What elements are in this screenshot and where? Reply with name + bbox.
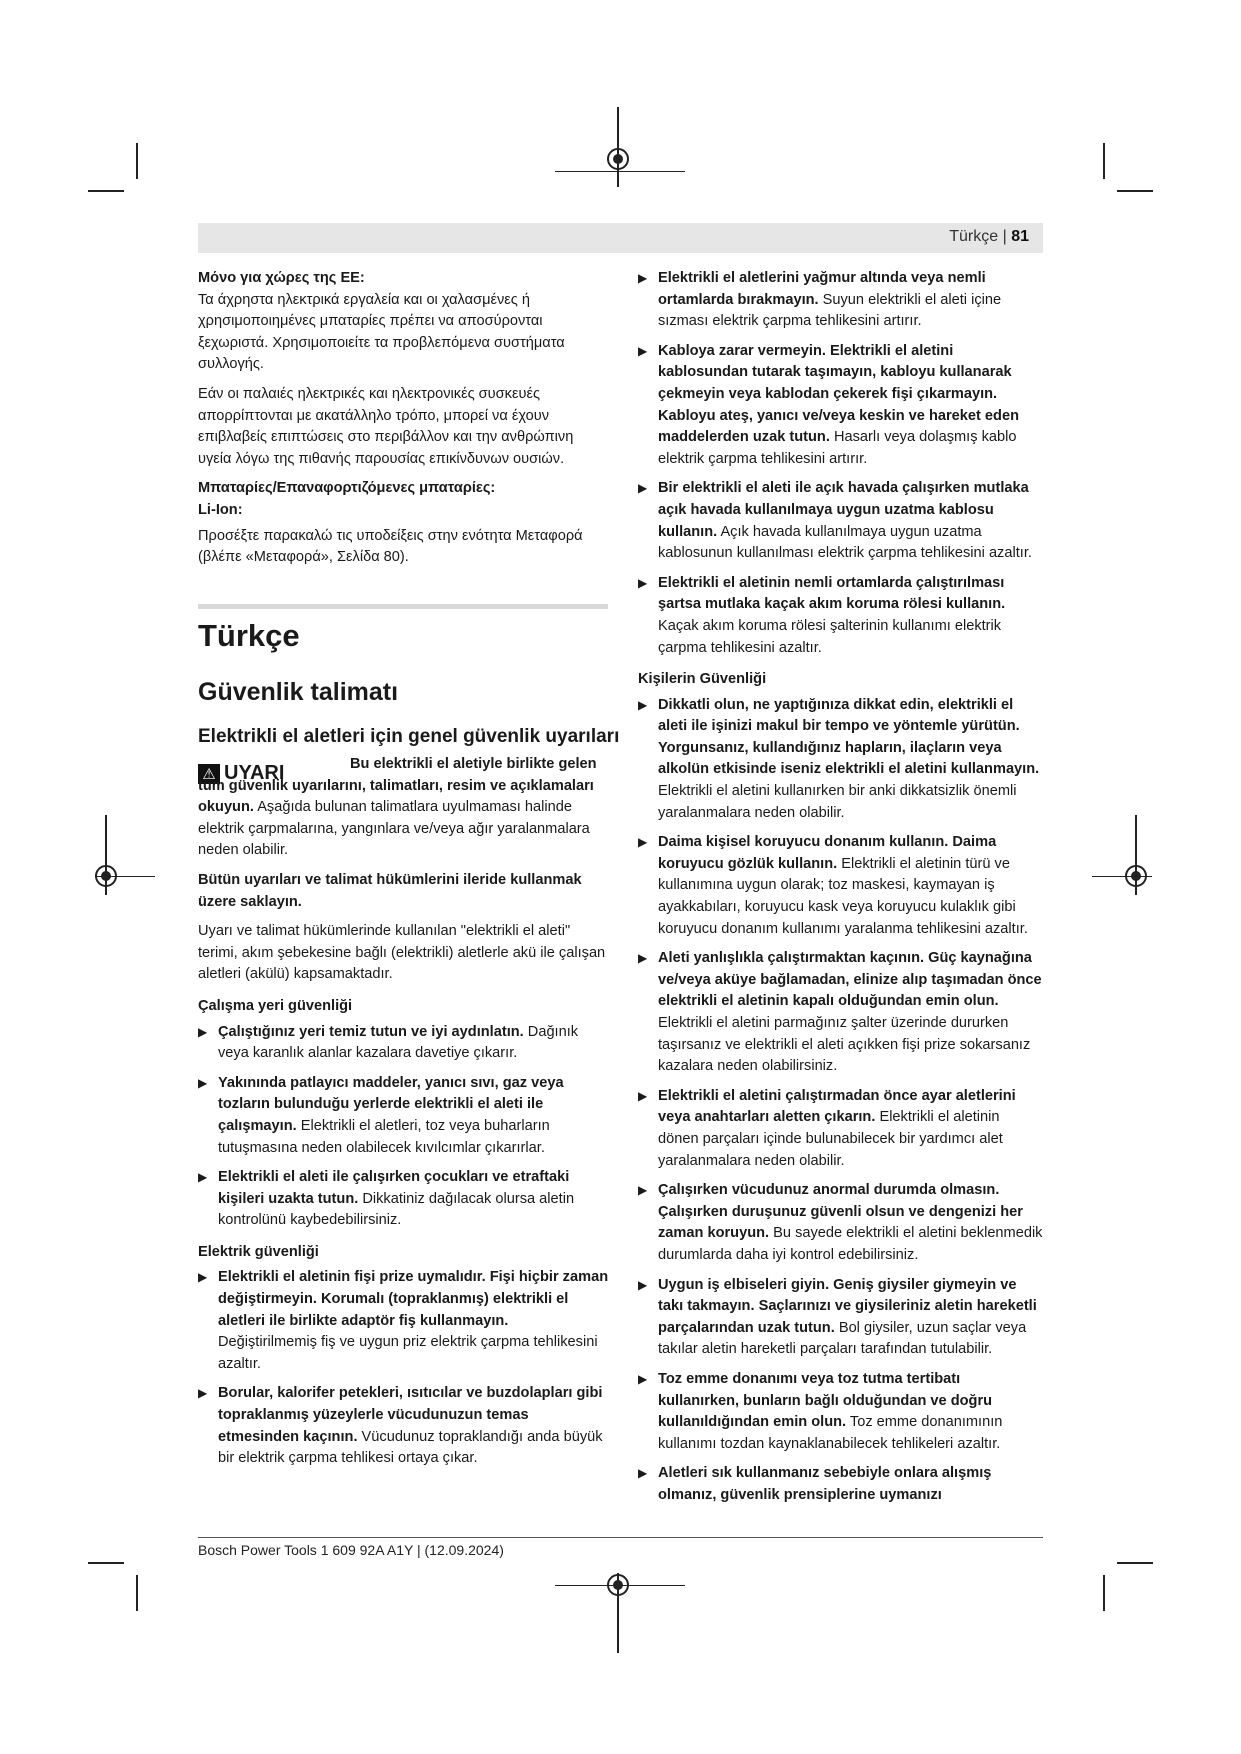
bullet-triangle-icon: ▶ bbox=[638, 951, 648, 966]
crop-mark bbox=[136, 143, 138, 179]
bullet-triangle-icon: ▶ bbox=[638, 575, 648, 590]
list-item bbox=[638, 268, 1043, 333]
list-item bbox=[638, 341, 1043, 471]
crop-mark bbox=[1117, 1562, 1153, 1564]
item-bold: Uygun iş elbiseleri giyin. Geniş giysiler giymeyin ve takı takmayın. Saçlarınızı ve giysileriniz aletin hareketli parçalarından uzak tutun. bbox=[658, 1276, 1037, 1336]
item-text: Bol giysiler, uzun saçlar veya takılar aletin hareketli parçaları tarafından tutulabilir. bbox=[658, 1319, 1027, 1358]
item-text: Elektrikli el aletinin dönen parçaları içinde bulunabilecek bir yardımcı alet yaralanmalara neden olabilir. bbox=[658, 1109, 1003, 1169]
list-item bbox=[198, 1267, 610, 1375]
item-text: Kaçak akım koruma rölesi şalterinin kullanımı elektrik çarpma tehlikesini azaltır. bbox=[658, 617, 1002, 656]
list-item bbox=[638, 1086, 1043, 1172]
item-text: Suyun elektrikli el aleti içine sızması elektrik çarpma tehlikesini artırır. bbox=[658, 291, 1002, 330]
item-bold: Kabloya zarar vermeyin. Elektrikli el aletini kablosundan tutarak taşımayın, kabloyu kullanarak çekmeyin veya kablodan çekerek fişi çıkarmayın. Kabloyu ateş, yanıcı ve/veya keskin ve hareket eden maddelerden uzak tutun. bbox=[658, 342, 1019, 446]
left-column-turkish bbox=[198, 754, 610, 1478]
header-page-label bbox=[949, 228, 1029, 246]
registration-mark-icon bbox=[95, 865, 117, 887]
item-text: Dikkatiniz dağılacak olursa aletin kontrolünü kaybedebilirsiniz. bbox=[218, 1190, 575, 1229]
list-item bbox=[198, 1167, 610, 1232]
item-text: Hasarlı veya dolaşmış kablo elektrik çarpma tehlikesini artırır. bbox=[658, 429, 1017, 467]
crop-mark bbox=[1103, 1575, 1105, 1611]
warning-text: Aşağıda bulunan talimatlara uyulmaması halinde elektrik çarpmalarına, yangınlara ve/veya ağır yaralanmalara neden olabilir. bbox=[198, 799, 590, 859]
eu-paragraph-2: Εάν οι παλαιές ηλεκτρικές και ηλεκτρονικές συσκευές απορρίπτονται με ακατάλληλο τρόπο, μπορεί να έχουν επιβλαβείς επιπτώσεις στο περιβάλλον και την ανθρώπινη υγεία λόγω της πιθανής παρουσίας επικίνδυνων ουσιών. bbox=[198, 385, 574, 467]
item-bold: Aleti yanlışlıkla çalıştırmaktan kaçının. Güç kaynağına ve/veya aküye bağlamadan, elinize alıp taşımadan önce elektrikli el aletinin kapalı olduğundan emin olun. bbox=[658, 950, 1042, 1010]
list-item bbox=[638, 478, 1043, 564]
left-column-greek bbox=[198, 268, 610, 577]
bullet-triangle-icon: ▶ bbox=[638, 271, 648, 285]
bullet-triangle-icon: ▶ bbox=[638, 1371, 648, 1386]
crop-mark bbox=[1103, 143, 1105, 179]
item-bold: Elektrikli el aleti ile çalışırken çocukları ve etraftaki kişileri uzakta tutun. bbox=[218, 1169, 570, 1207]
bullet-triangle-icon: ▶ bbox=[638, 697, 648, 712]
list-item bbox=[638, 573, 1043, 659]
batteries-paragraph: Προσέξτε παρακαλώ τις υποδείξεις στην ενότητα Μεταφορά (βλέπε «Μεταφορά», Σελίδα 80). bbox=[198, 527, 583, 566]
bullet-triangle-icon: ▶ bbox=[198, 1270, 208, 1285]
list-item bbox=[638, 1369, 1043, 1455]
item-text: Elektrikli el aletini kullanırken bir anki dikkatsizlik önemli yaralanmalara neden olabilir. bbox=[658, 783, 1017, 821]
work-area-heading: Çalışma yeri güvenliği bbox=[198, 997, 353, 1014]
warning-bold-text: Bu elektrikli el aletiyle birlikte gelen tüm güvenlik uyarılarını, talimatları, resim ve açıklamaları okuyun. bbox=[198, 756, 597, 816]
bullet-triangle-icon: ▶ bbox=[198, 1075, 208, 1090]
register-line bbox=[555, 171, 685, 172]
registration-mark-icon bbox=[607, 1574, 629, 1596]
item-bold: Çalışırken vücudunuz anormal durumda olmasın. Çalışırken duruşunuz güvenli olsun ve dengenizi her zaman koruyun. bbox=[658, 1182, 1023, 1242]
liion-heading: Li-Ion: bbox=[198, 501, 243, 518]
crop-mark bbox=[88, 190, 124, 192]
personal-safety-heading: Kişilerin Güvenliği bbox=[638, 671, 767, 688]
page-number: 81 bbox=[1011, 228, 1029, 245]
list-item bbox=[638, 948, 1043, 1078]
list-item bbox=[638, 832, 1043, 940]
list-item bbox=[198, 1383, 610, 1469]
item-text: Elektrikli el aletini parmağınız şalter üzerinde dururken taşırsanız ve elektrikli el aleti açıkken fişi prize sokarsanız kazalara neden olabilirsiniz. bbox=[658, 1015, 1031, 1075]
item-text: Elektrikli el aletleri, toz veya buharların tutuşmasına neden olabilecek kıvılcımlar çıkarırlar. bbox=[218, 1117, 550, 1156]
bullet-triangle-icon: ▶ bbox=[638, 1277, 648, 1292]
keep-instructions: Bütün uyarıları ve talimat hükümlerini ileride kullanmak üzere saklayın. bbox=[198, 871, 582, 910]
bullet-triangle-icon: ▶ bbox=[638, 1466, 648, 1481]
electrical-safety-heading: Elektrik güvenliği bbox=[198, 1243, 319, 1260]
section-rule bbox=[198, 604, 608, 609]
item-text: Bu sayede elektrikli el aletini beklenmedik durumlarda daha iyi kontrol edebilirsiniz. bbox=[658, 1225, 1043, 1263]
list-item bbox=[638, 1180, 1043, 1266]
crop-mark bbox=[88, 1562, 124, 1564]
registration-mark-icon bbox=[1125, 865, 1147, 887]
item-bold: Elektrikli el aletlerini yağmur altında veya nemli ortamlarda bırakmayın. bbox=[658, 270, 986, 308]
warning-icon: ⚠ bbox=[198, 764, 220, 784]
item-bold: Daima kişisel koruyucu donanım kullanın. Daima koruyucu gözlük kullanın. bbox=[658, 834, 997, 872]
batteries-heading: Μπαταρίες/Επαναφορτιζόμενες μπαταρίες: bbox=[198, 480, 496, 497]
item-text: Elektrikli el aletinin türü ve kullanımına uygun olarak; toz maskesi, kaymayan iş ayakkabıları, koruyucu kask veya koruyucu kulaklık gibi koruyucu donanım kullanımı yaralanma tehlikesini azaltır. bbox=[658, 855, 1028, 937]
bullet-triangle-icon: ▶ bbox=[198, 1024, 208, 1039]
list-item bbox=[638, 695, 1043, 825]
item-bold: Elektrikli el aletinin fişi prize uymalıdır. Fişi hiçbir zaman değiştirmeyin. Korumalı (topraklanmış) elektrikli el aletleri ile birlikte adaptör fiş kullanmayın. bbox=[218, 1269, 609, 1329]
item-bold: Çalıştığınız yeri temiz tutun ve iyi aydınlatın. bbox=[218, 1023, 524, 1040]
eu-paragraph-1: Τα άχρηστα ηλεκτρικά εργαλεία και οι χαλασμένες ή χρησιμοποιημένες μπαταρίες πρέπει να αποσύρονται ξεχωριστά. Χρησιμοποιείτε τα προβλεπόμενα συστήματα συλλογής. bbox=[198, 291, 565, 373]
right-column bbox=[638, 268, 1043, 1514]
item-text: Açık havada kullanılmaya uygun uzatma kablosunun kullanılması elektrik çarpma tehlikesini azaltır. bbox=[658, 523, 1032, 562]
footer-rule bbox=[198, 1537, 1043, 1538]
item-bold: Dikkatli olun, ne yaptığınıza dikkat edin, elektrikli el aleti ile işinizi makul bir tempo ve yöntemle yürütün. Yorgunsanız, kullandığınız hapların, ilaçların veya alkolün etkisinde iseniz elektrikli el aletini kullanmayın. bbox=[658, 696, 1040, 778]
safety-title: Güvenlik talimatı bbox=[198, 678, 399, 706]
warning-label-text: UYARI bbox=[224, 762, 285, 784]
bullet-triangle-icon: ▶ bbox=[638, 1183, 648, 1198]
item-bold: Elektrikli el aletinin nemli ortamlarda çalıştırılması şartsa mutlaka kaçak akım koruma rölesi kullanın. bbox=[658, 574, 1006, 613]
bullet-triangle-icon: ▶ bbox=[198, 1170, 208, 1185]
crop-mark bbox=[136, 1575, 138, 1611]
item-text: Vücudunuz topraklandığı anda büyük bir elektrik çarpma tehlikesi ortaya çıkar. bbox=[218, 1428, 603, 1467]
item-bold: Aletleri sık kullanmanız sebebiyle onlara alışmış olmanız, güvenlik prensiplerine uymanızı bbox=[658, 1465, 992, 1503]
item-text: Dağınık veya karanlık alanlar kazalara davetiye çıkarır. bbox=[218, 1023, 579, 1062]
item-bold: Yakınında patlayıcı maddeler, yanıcı sıvı, gaz veya tozların bulunduğu yerlerde elektrikli el aleti ile çalışmayın. bbox=[218, 1074, 564, 1134]
item-bold: Bir elektrikli el aleti ile açık havada çalışırken mutlaka açık havada kullanılmaya uygun uzatma kablosu kullanın. bbox=[658, 480, 1029, 540]
register-line bbox=[617, 107, 619, 187]
bullet-triangle-icon: ▶ bbox=[198, 1386, 208, 1401]
list-item bbox=[638, 1275, 1043, 1361]
term-definition: Uyarı ve talimat hükümlerinde kullanılan "elektrikli el aleti" terimi, akım şebekesine bağlı (elektrikli) aletlerle akü ile çalışan aletleri (akülü) kapsamaktadır. bbox=[198, 923, 606, 983]
eu-heading: Μόνο για χώρες της ΕΕ: bbox=[198, 270, 365, 286]
registration-mark-icon bbox=[607, 148, 629, 170]
header-language: Türkçe bbox=[949, 228, 999, 245]
list-item bbox=[198, 1073, 610, 1159]
header-separator: | bbox=[1002, 228, 1007, 245]
bullet-triangle-icon: ▶ bbox=[638, 343, 648, 358]
bullet-triangle-icon: ▶ bbox=[638, 1088, 648, 1103]
item-bold: Toz emme donanımı veya toz tutma tertibatı kullanırken, bunların bağlı olduğundan ve doğru kullanıldığından emin olun. bbox=[658, 1370, 993, 1431]
crop-mark bbox=[1117, 190, 1153, 192]
item-text: Değiştirilmemiş fiş ve uygun priz elektrik çarpma tehlikesini azaltır. bbox=[218, 1334, 598, 1372]
item-bold: Elektrikli el aletini çalıştırmadan önce ayar aletlerini veya anahtarları aletten çıkarın. bbox=[658, 1087, 1016, 1126]
item-text: Toz emme donanımının kullanımı tozdan kaynaklanabilecek tehlikeleri azaltır. bbox=[658, 1414, 1003, 1452]
language-title: Türkçe bbox=[198, 618, 300, 653]
page-header bbox=[198, 223, 1043, 253]
item-bold: Borular, kalorifer petekleri, ısıtıcılar ve buzdolapları gibi topraklanmış yüzeylerle vücudunuzun temas etmesinden kaçının. bbox=[218, 1385, 603, 1445]
bullet-triangle-icon: ▶ bbox=[638, 835, 648, 850]
list-item bbox=[638, 1463, 1043, 1506]
general-warnings-heading: Elektrikli el aletleri için genel güvenlik uyarıları bbox=[198, 726, 620, 747]
bullet-triangle-icon: ▶ bbox=[638, 481, 648, 496]
list-item bbox=[198, 1022, 610, 1065]
page-footer: Bosch Power Tools 1 609 92A A1Y | (12.09.2024) bbox=[198, 1542, 504, 1558]
